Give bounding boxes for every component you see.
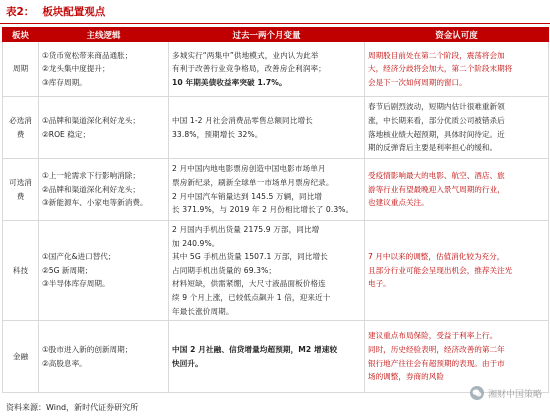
logic-line: ①上一轮需求下行影响消除；	[42, 171, 140, 181]
fund-line: 落地核业绩大超预期，具体时间待定。近	[368, 129, 505, 139]
fund-recognition-cell	[365, 321, 549, 393]
logic-cell	[39, 159, 169, 221]
variable-line: 有利于改善行业竞争格局，改善房企利润率；	[172, 64, 326, 74]
logic-line: ③库存周期。	[42, 77, 87, 87]
variables-cell	[169, 221, 365, 321]
sector-cell: 金融	[3, 321, 39, 393]
logic-line: ②ROE 稳定；	[42, 129, 91, 139]
fund-line: 大，经济分歧将会加大，第二个阶段末期将	[368, 64, 513, 74]
variable-line: 占同期手机出货量的 69.3%；	[172, 265, 277, 275]
table-row	[3, 42, 549, 97]
header-variables: 过去一两个月变量	[169, 28, 365, 42]
variables-cell	[169, 97, 365, 159]
fund-line: 且部分行业可能会呈现出机会，推荐关注光	[368, 265, 513, 275]
logic-line: ②高股息率。	[42, 358, 87, 368]
fund-line: 7 月中以来的调整，估值消化较为充分，	[368, 252, 505, 262]
variable-line: 33.8%，预期增长 32%。	[172, 129, 263, 139]
watermark	[470, 386, 542, 400]
variable-line: 多城实行“两集中”供地模式，业内认为此举	[172, 50, 319, 60]
variable-line: 快回升。	[172, 358, 203, 368]
logic-line: ①股市进入新的创新周期；	[42, 345, 133, 355]
logic-line: ①货币宽松带来商品通胀；	[42, 50, 133, 60]
fund-line: 期的反弹背后主要是利率担心的缓和。	[368, 143, 498, 153]
sector-allocation-table	[2, 27, 549, 393]
table-row	[3, 221, 549, 321]
variables-cell	[169, 321, 365, 393]
logic-line: ②龙头集中度提升；	[42, 64, 110, 74]
logic-line: ②5G 新周期；	[42, 265, 93, 275]
fund-line: 也建议重点关注。	[368, 198, 429, 208]
variable-line: 票房新纪录，刷新全球单一市场单月票房纪录。	[172, 177, 334, 187]
sector-cell: 必选消费	[3, 97, 39, 159]
fund-line: 周期股目前处在第二个阶段，震荡将会加	[368, 50, 505, 60]
variable-line: 中国 1-2 月社会消费品零售总额同比增长	[172, 115, 313, 125]
fund-line: 电子。	[368, 279, 391, 289]
table-row	[3, 97, 549, 159]
fund-recognition-cell	[365, 159, 549, 221]
fund-line: 建议重点布局保险，受益于利率上行。	[368, 331, 498, 341]
source-note: 资料来源：Wind，新时代证券研究所	[6, 403, 139, 412]
variable-line: 其中 5G 手机出货量 1507.1 万部，同比增长	[172, 252, 328, 262]
variable-line: 中国 2 月社融、信贷增量均超预期，M2 增速较	[172, 345, 338, 355]
header-fund-recognition: 资金认可度	[365, 28, 549, 42]
table-header-row	[3, 28, 549, 42]
sector-cell: 科技	[3, 221, 39, 321]
logic-line: ③半导体库存周期。	[42, 279, 110, 289]
fund-recognition-cell	[365, 221, 549, 321]
fund-line: 涨，中长期来看，部分优质公司被错杀后	[368, 115, 505, 125]
variable-line: 材料短缺，供需紧绷，大尺寸液晶面板价格连	[172, 279, 326, 289]
fund-line: 春节后剧烈波动，短期内估计很难重新领	[368, 102, 505, 112]
fund-recognition-cell	[365, 97, 549, 159]
variable-line: 长 371.9%，与 2019 年 2 月份相比增长了 0.3%。	[172, 205, 354, 215]
logic-line: ②品牌和渠道深化利好龙头；	[42, 184, 140, 194]
logic-cell	[39, 97, 169, 159]
variable-line: 2 月国内手机出货量 2175.9 万部，同比增	[172, 225, 320, 234]
fund-line: 游等行业有望最晚迎入景气周期的行业，	[368, 184, 505, 194]
logic-cell	[39, 42, 169, 97]
variables-cell	[169, 159, 365, 221]
variable-line: 2 月中国汽车销量达到 145.5 万辆，同比增	[172, 191, 323, 201]
header-logic: 主线逻辑	[39, 28, 169, 42]
table-row	[3, 321, 549, 393]
variable-line: 2 月中国内地电影票房创造中国电影市场单月	[172, 164, 326, 174]
variable-line: 续 9 个月上涨，已较低点飙升 1 倍，迎来近十	[172, 292, 331, 302]
table-title: 板块配置观点	[42, 6, 106, 18]
fund-line: 场的调整，券商的风险	[368, 372, 444, 382]
variable-line: 10 年期美债收益率突破 1.7%。	[172, 77, 287, 87]
sector-cell: 周期	[3, 42, 39, 97]
logic-cell	[39, 221, 169, 321]
variables-cell	[169, 42, 365, 97]
variable-line: 加 240.9%。	[172, 238, 220, 248]
sector-cell: 可选消费	[3, 159, 39, 221]
fund-line: 银行地产往往会有超预期的表现。由于市	[368, 358, 505, 368]
table-title-bar	[0, 0, 550, 24]
logic-line: ①国产化&进口替代；	[42, 252, 116, 262]
table-number: 表2：	[6, 6, 35, 18]
fund-line: 会是下一次如何周期的窗口。	[368, 77, 467, 87]
variable-line: 年最长涨价周期。	[172, 306, 234, 316]
logic-cell	[39, 321, 169, 393]
chat-icon	[470, 386, 484, 400]
header-sector: 板块	[3, 28, 39, 42]
logic-line: ③新能源车、小家电等新消费。	[42, 198, 148, 208]
table-row	[3, 159, 549, 221]
watermark-text: 湘财中国策略	[487, 389, 542, 400]
fund-recognition-cell	[365, 42, 549, 97]
fund-line: 同时，历史经验表明，经济改善的第二年	[368, 345, 505, 355]
logic-line: ①品牌和渠道深化利好龙头；	[42, 115, 140, 125]
fund-line: 受疫情影响最大的电影、航空、酒店、旅	[368, 171, 505, 181]
